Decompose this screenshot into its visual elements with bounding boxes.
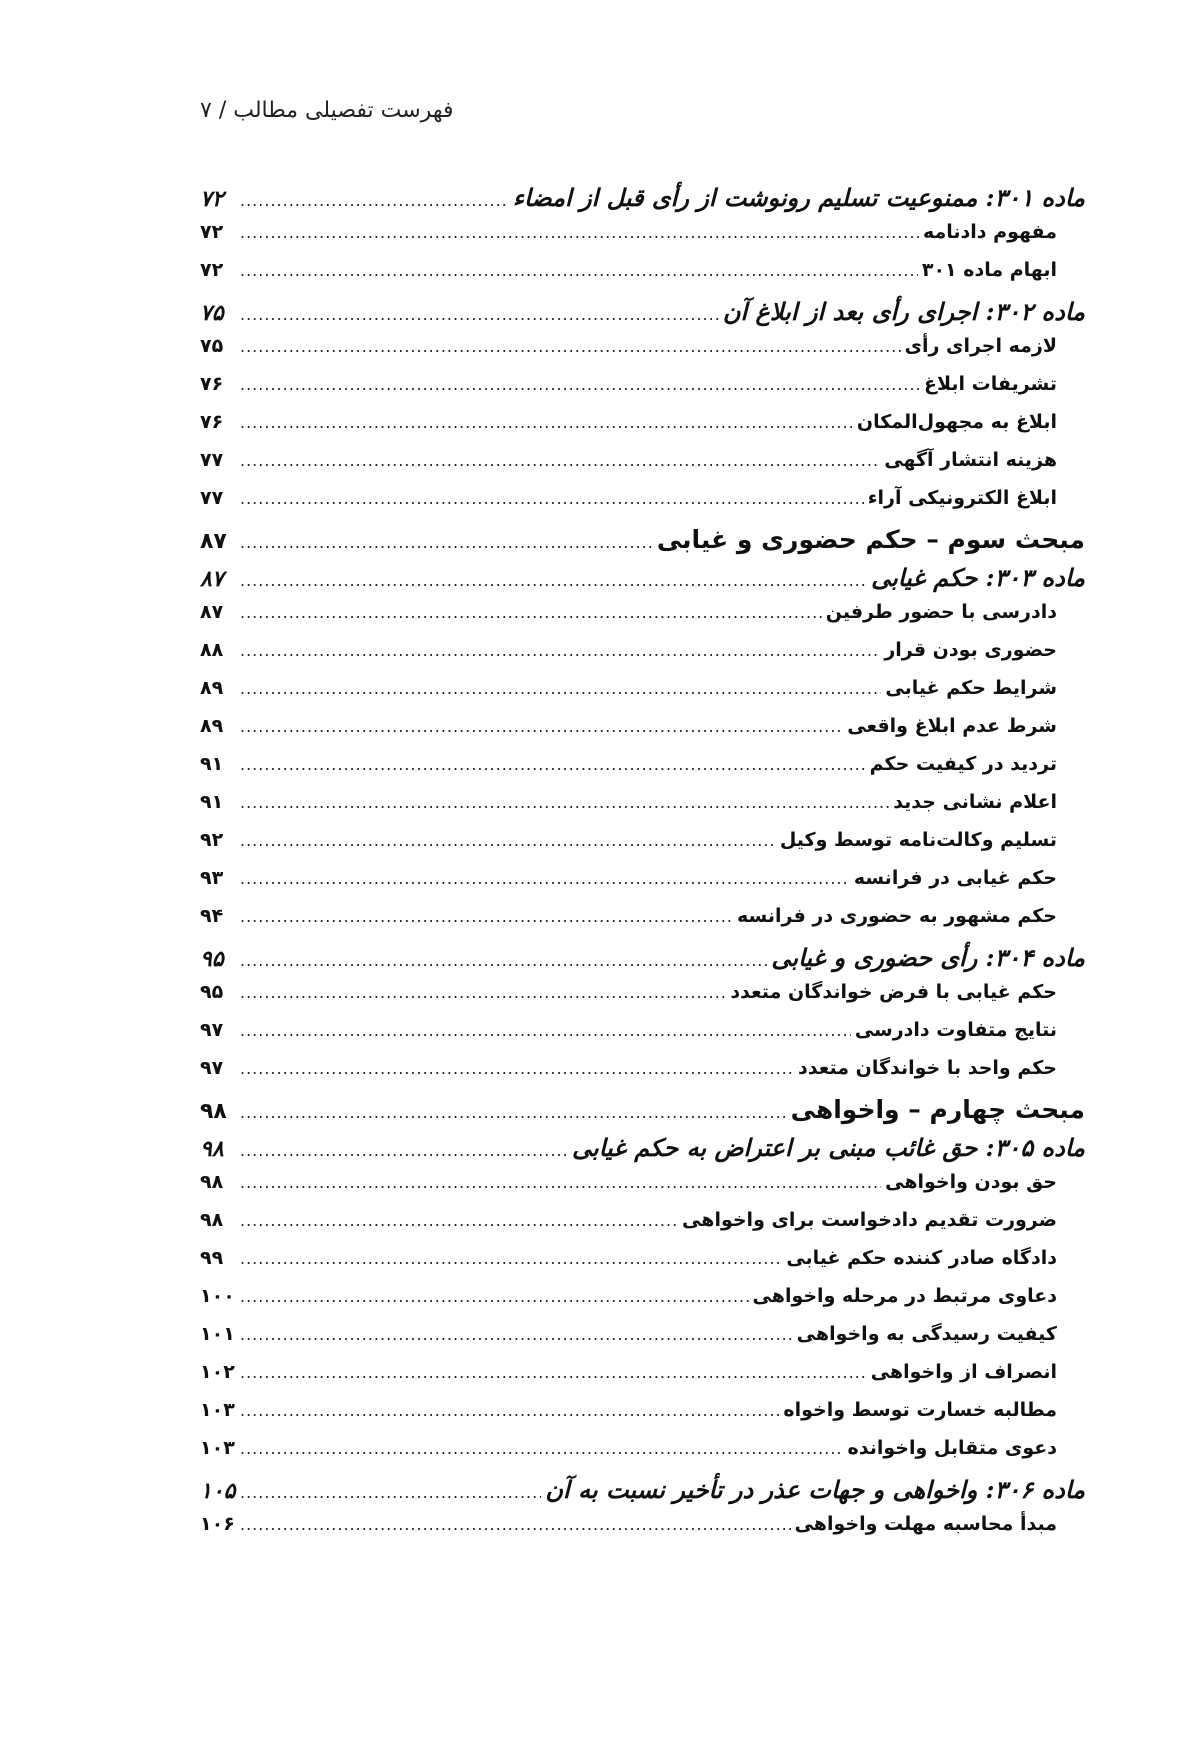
dot-leader bbox=[240, 1515, 791, 1534]
dot-leader bbox=[240, 533, 653, 552]
dot-leader bbox=[240, 1483, 541, 1502]
toc-entry-title: شرط عدم ابلاغ واقعی bbox=[847, 715, 1057, 737]
toc-entry-sub bbox=[200, 1399, 1085, 1437]
dot-leader bbox=[240, 451, 880, 470]
dot-leader bbox=[240, 983, 726, 1002]
toc-entry-sub bbox=[200, 1247, 1085, 1285]
toc-entry-page-number: ۸۹ bbox=[200, 715, 224, 737]
dot-leader bbox=[240, 679, 881, 698]
dot-leader bbox=[240, 603, 822, 622]
toc-entry-page-number: ۹۳ bbox=[200, 867, 224, 889]
toc-entry-page-number: ۹۱ bbox=[200, 753, 224, 775]
toc-entry-sub bbox=[200, 905, 1085, 943]
toc-entry-page-number: ۱۰۰ bbox=[200, 1285, 235, 1307]
toc-entry-title: مبدأ محاسبه مهلت واخواهی bbox=[794, 1513, 1057, 1535]
toc-entry-page-number: ۹۹ bbox=[200, 1247, 224, 1269]
toc-entry-sub bbox=[200, 449, 1085, 487]
dot-leader bbox=[240, 223, 919, 242]
dot-leader bbox=[240, 641, 880, 660]
dot-leader bbox=[240, 907, 733, 926]
toc-entry-title: ماده ۳۰۴: رأی حضوری و غیابی bbox=[771, 943, 1085, 972]
toc-entry-section bbox=[200, 525, 1085, 563]
toc-entry-sub bbox=[200, 487, 1085, 525]
toc-entry-page-number: ۷۵ bbox=[200, 335, 224, 357]
toc-entry-page-number: ۹۸ bbox=[200, 1171, 224, 1193]
toc-entry-sub bbox=[200, 1019, 1085, 1057]
toc-entry-page-number: ۹۲ bbox=[200, 829, 224, 851]
toc-entry-title: ابلاغ به مجهول‌المکان bbox=[856, 411, 1057, 433]
toc-entry-title: تسلیم وکالت‌نامه توسط وکیل bbox=[779, 829, 1057, 851]
toc-entry-title: حکم غیابی در فرانسه bbox=[853, 867, 1057, 889]
toc-entry-title: ماده ۳۰۶: واخواهی و جهات عذر در تأخیر نسبت به آن bbox=[545, 1475, 1085, 1504]
toc-entry-title: دادرسی با حضور طرفین bbox=[825, 601, 1057, 623]
toc-entry-title: انصراف از واخواهی bbox=[870, 1361, 1057, 1383]
dot-leader bbox=[240, 755, 866, 774]
toc-entry-title: تشریفات ابلاغ bbox=[924, 373, 1057, 395]
toc-entry-title: مبحث سوم – حکم حضوری و غیابی bbox=[656, 525, 1085, 554]
toc-entry-sub bbox=[200, 1437, 1085, 1475]
dot-leader bbox=[240, 869, 850, 888]
toc-entry-title: تردید در کیفیت حکم bbox=[869, 753, 1057, 775]
running-header: فهرست تفصیلی مطالب / ۷ bbox=[200, 98, 454, 123]
toc-entry-title: حضوری بودن قرار bbox=[884, 639, 1057, 661]
toc-entry-page-number: ۷۲ bbox=[200, 259, 224, 281]
dot-leader bbox=[240, 1249, 782, 1268]
toc-entry-sub bbox=[200, 867, 1085, 905]
toc-entry-page-number: ۸۹ bbox=[200, 677, 224, 699]
toc-entry-title: شرایط حکم غیابی bbox=[885, 677, 1057, 699]
toc-entry-title: ابلاغ الکترونیکی آراء bbox=[867, 487, 1057, 509]
toc-entry-page-number: ۷۶ bbox=[200, 411, 224, 433]
toc-entry-page-number: ۸۷ bbox=[200, 529, 227, 554]
toc-entry-title: مطالبه خسارت توسط واخواه bbox=[783, 1399, 1057, 1421]
toc-entry-title: اعلام نشانی جدید bbox=[893, 791, 1057, 813]
toc-entry-title: ضرورت تقدیم دادخواست برای واخواهی bbox=[682, 1209, 1057, 1231]
dot-leader bbox=[240, 305, 719, 324]
dot-leader bbox=[240, 413, 853, 432]
dot-leader bbox=[240, 571, 867, 590]
toc-entry-sub bbox=[200, 221, 1085, 259]
toc-entry-sub bbox=[200, 373, 1085, 411]
dot-leader bbox=[240, 1141, 568, 1160]
toc-entry-page-number: ۹۵ bbox=[200, 947, 224, 972]
toc-entry-page-number: ۷۶ bbox=[200, 373, 224, 395]
dot-leader bbox=[240, 951, 767, 970]
toc-entry-title: حق بودن واخواهی bbox=[885, 1171, 1057, 1193]
toc-entry-sub bbox=[200, 715, 1085, 753]
dot-leader bbox=[240, 831, 776, 850]
dot-leader bbox=[240, 793, 889, 812]
toc-entry-page-number: ۷۲ bbox=[200, 221, 224, 243]
toc-entry-page-number: ۹۸ bbox=[200, 1099, 227, 1124]
dot-leader bbox=[240, 1103, 787, 1122]
toc-entry-article bbox=[200, 1133, 1085, 1171]
toc-entry-page-number: ۱۰۲ bbox=[200, 1361, 235, 1383]
toc-entry-page-number: ۷۷ bbox=[200, 449, 224, 471]
toc-entry-title: ماده ۳۰۲: اجرای رأی بعد از ابلاغ آن bbox=[722, 297, 1085, 326]
dot-leader bbox=[240, 1363, 867, 1382]
toc-entry-sub bbox=[200, 1361, 1085, 1399]
toc-entry-sub bbox=[200, 791, 1085, 829]
toc-entry-page-number: ۷۷ bbox=[200, 487, 224, 509]
toc-entry-page-number: ۹۸ bbox=[200, 1137, 224, 1162]
toc-entry-page-number: ۱۰۵ bbox=[200, 1479, 236, 1504]
toc-entry-sub bbox=[200, 601, 1085, 639]
toc-entry-title: ماده ۳۰۳: حکم غیابی bbox=[871, 563, 1085, 592]
dot-leader bbox=[240, 1401, 779, 1420]
toc-entry-title: نتایج متفاوت دادرسی bbox=[854, 1019, 1057, 1041]
dot-leader bbox=[240, 261, 918, 280]
toc-entry-title: لازمه اجرای رأی bbox=[904, 335, 1057, 357]
toc-entry-sub bbox=[200, 639, 1085, 677]
dot-leader bbox=[240, 1439, 844, 1458]
dot-leader bbox=[240, 191, 509, 210]
toc-entry-sub bbox=[200, 753, 1085, 791]
toc-entry-title: دعوی متقابل واخوانده bbox=[847, 1437, 1057, 1459]
toc-entry-page-number: ۹۷ bbox=[200, 1057, 224, 1079]
dot-leader bbox=[240, 1287, 749, 1306]
toc-entry-title: مبحث چهارم – واخواهی bbox=[790, 1095, 1085, 1124]
toc-entry-article bbox=[200, 1475, 1085, 1513]
toc-entry-title: حکم غیابی با فرض خواندگان متعدد bbox=[730, 981, 1057, 1003]
toc-entry-article bbox=[200, 297, 1085, 335]
toc-entry-title: ماده ۳۰۱: ممنوعیت تسلیم رونوشت از رأی قبل از امضاء bbox=[512, 183, 1085, 212]
toc-entry-article bbox=[200, 943, 1085, 981]
dot-leader bbox=[240, 717, 843, 736]
toc-entry-title: مفهوم دادنامه bbox=[922, 221, 1057, 243]
table-of-contents bbox=[200, 183, 1085, 1551]
toc-entry-title: دادگاه صادر کننده حکم غیابی bbox=[786, 1247, 1057, 1269]
toc-entry-title: کیفیت رسیدگی به واخواهی bbox=[796, 1323, 1057, 1345]
toc-entry-sub bbox=[200, 1285, 1085, 1323]
toc-entry-sub bbox=[200, 677, 1085, 715]
toc-entry-sub bbox=[200, 1171, 1085, 1209]
toc-entry-page-number: ۹۵ bbox=[200, 981, 224, 1003]
toc-entry-sub bbox=[200, 1057, 1085, 1095]
toc-entry-title: هزینه انتشار آگهی bbox=[884, 449, 1057, 471]
dot-leader bbox=[240, 1173, 881, 1192]
toc-entry-page-number: ۱۰۳ bbox=[200, 1437, 235, 1459]
toc-entry-page-number: ۹۷ bbox=[200, 1019, 224, 1041]
toc-entry-page-number: ۸۷ bbox=[200, 601, 224, 623]
toc-entry-page-number: ۱۰۶ bbox=[200, 1513, 235, 1535]
toc-entry-page-number: ۹۱ bbox=[200, 791, 224, 813]
toc-entry-page-number: ۸۸ bbox=[200, 639, 224, 661]
toc-entry-article bbox=[200, 183, 1085, 221]
toc-entry-page-number: ۷۵ bbox=[200, 301, 224, 326]
dot-leader bbox=[240, 375, 920, 394]
toc-entry-title: ابهام ماده ۳۰۱ bbox=[921, 259, 1057, 281]
toc-entry-title: دعاوی مرتبط در مرحله واخواهی bbox=[752, 1285, 1057, 1307]
toc-entry-sub bbox=[200, 1513, 1085, 1551]
toc-entry-section bbox=[200, 1095, 1085, 1133]
toc-entry-page-number: ۷۲ bbox=[200, 187, 224, 212]
toc-entry-sub bbox=[200, 829, 1085, 867]
dot-leader bbox=[240, 1059, 794, 1078]
toc-entry-sub bbox=[200, 259, 1085, 297]
dot-leader bbox=[240, 1021, 851, 1040]
toc-entry-sub bbox=[200, 335, 1085, 373]
toc-entry-title: حکم واحد با خواندگان متعدد bbox=[798, 1057, 1057, 1079]
toc-entry-title: حکم مشهور به حضوری در فرانسه bbox=[737, 905, 1057, 927]
toc-entry-page-number: ۸۷ bbox=[200, 567, 224, 592]
toc-entry-page-number: ۹۴ bbox=[200, 905, 224, 927]
dot-leader bbox=[240, 489, 864, 508]
toc-entry-sub bbox=[200, 411, 1085, 449]
toc-entry-page-number: ۱۰۱ bbox=[200, 1323, 235, 1345]
toc-entry-title: ماده ۳۰۵: حق غائب مبنی بر اعتراض به حکم غیابی bbox=[572, 1133, 1085, 1162]
toc-entry-page-number: ۱۰۳ bbox=[200, 1399, 235, 1421]
toc-entry-sub bbox=[200, 1209, 1085, 1247]
toc-entry-sub bbox=[200, 1323, 1085, 1361]
toc-entry-page-number: ۹۸ bbox=[200, 1209, 224, 1231]
dot-leader bbox=[240, 337, 901, 356]
dot-leader bbox=[240, 1211, 678, 1230]
toc-entry-sub bbox=[200, 981, 1085, 1019]
toc-entry-article bbox=[200, 563, 1085, 601]
dot-leader bbox=[240, 1325, 793, 1344]
